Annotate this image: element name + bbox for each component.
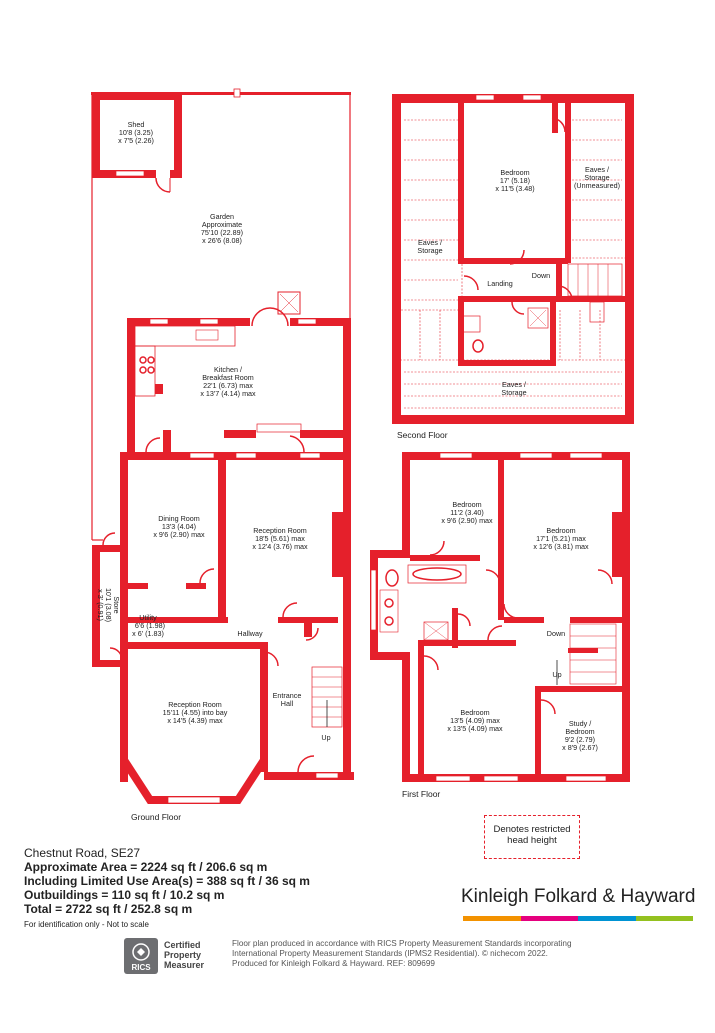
- kitchen-name: Kitchen /: [214, 365, 242, 374]
- ff-up-label: Up: [552, 670, 562, 679]
- sf-down-label: Down: [531, 271, 551, 280]
- reception1-dim2: x 12'4 (3.76) max: [252, 542, 308, 551]
- ff-study-name: Study /: [568, 719, 592, 728]
- ff-study-dim2: x 8'9 (2.67): [562, 743, 598, 752]
- sf-bedroom-dim2: x 11'5 (3.48): [495, 184, 535, 193]
- sf-eaves-left-name2: Storage: [417, 246, 443, 255]
- ff-bedroom2-dim1: 17'1 (5.21) max: [536, 534, 586, 543]
- shed-dim2: x 7'5 (2.26): [118, 136, 154, 145]
- second-floor-plan: [392, 94, 634, 440]
- garden-dim3: x 26'6 (8.08): [202, 236, 242, 245]
- limited-use-area: Including Limited Use Area(s) = 388 sq ft / 36 sq m: [24, 874, 310, 888]
- hallway-name: Hallway: [237, 629, 263, 638]
- total-area: Total = 2722 sq ft / 252.8 sq m: [24, 902, 193, 916]
- agent-bar-pink: [521, 916, 579, 921]
- ff-bedroom3-dim1: 13'5 (4.09) max: [450, 716, 500, 725]
- rics-line2: Property: [164, 950, 202, 960]
- kitchen-dim2: x 13'7 (4.14) max: [200, 389, 256, 398]
- sf-eaves-unmeasured-name3: (Unmeasured): [574, 181, 620, 190]
- garden-dim2: 75'10 (22.89): [200, 228, 244, 237]
- store-name: Store: [112, 596, 121, 614]
- outbuildings-area: Outbuildings = 110 sq ft / 10.2 sq m: [24, 888, 225, 902]
- first-floor-plan: [370, 452, 630, 799]
- ff-down-label: Down: [546, 629, 566, 638]
- shed-name: Shed: [127, 120, 145, 129]
- sf-eaves-unmeasured-name2: Storage: [584, 173, 610, 182]
- approximate-area: Approximate Area = 2224 sq ft / 206.6 sq m: [24, 860, 268, 874]
- agent-bar-green: [636, 916, 694, 921]
- dining-dim2: x 9'6 (2.90) max: [153, 530, 205, 539]
- kitchen-dim1: 22'1 (6.73) max: [203, 381, 253, 390]
- utility-dim2: x 6' (1.83): [132, 629, 164, 638]
- ff-bedroom1-name: Bedroom: [452, 500, 482, 509]
- sf-bedroom-dim1: 17' (5.18): [499, 176, 531, 185]
- rics-line1: Certified: [164, 940, 201, 950]
- ff-bedroom3-dim2: x 13'5 (4.09) max: [447, 724, 503, 733]
- property-address: Chestnut Road, SE27: [24, 846, 141, 860]
- ff-bedroom2-dim2: x 12'6 (3.81) max: [533, 542, 589, 551]
- rics-badge-text: RICS: [131, 963, 151, 972]
- reception2-dim1: 15'11 (4.55) into bay: [162, 708, 228, 717]
- ff-bedroom2-name: Bedroom: [546, 526, 576, 535]
- agent-logo: Kinleigh Folkard & Hayward: [461, 886, 696, 907]
- entrance-name2: Hall: [280, 699, 294, 708]
- garden-name: Garden: [210, 212, 234, 221]
- agent-color-bar: [463, 916, 693, 921]
- first-floor-title: First Floor: [402, 789, 441, 799]
- kitchen-name2: Breakfast Room: [202, 373, 254, 382]
- reception2-dim2: x 14'5 (4.39) max: [167, 716, 223, 725]
- sf-eaves-bottom-name: Eaves /: [502, 380, 526, 389]
- second-floor-title: Second Floor: [397, 430, 448, 440]
- rics-certified-text: [164, 940, 204, 970]
- area-summary: [24, 846, 310, 932]
- scale-note: For identification only - Not to scale: [24, 920, 149, 929]
- sf-eaves-left-name: Eaves /: [418, 238, 442, 247]
- reception1-name: Reception Room: [253, 526, 307, 535]
- utility-dim1: 6'6 (1.98): [134, 621, 166, 630]
- disclaimer-line2: International Property Measurement Standards (IPMS2 Residential). © nichecom 2022.: [232, 949, 548, 958]
- disclaimer-line1: Floor plan produced in accordance with RICS Property Measurement Standards incorporating: [232, 939, 572, 948]
- sf-landing-name: Landing: [487, 279, 513, 288]
- ground-floor-plan: [91, 89, 354, 822]
- reception2-name: Reception Room: [168, 700, 222, 709]
- entrance-name: Entrance: [272, 691, 302, 700]
- ff-bedroom3-name: Bedroom: [460, 708, 490, 717]
- ground-up-label: Up: [321, 733, 331, 742]
- agent-bar-blue: [578, 916, 636, 921]
- shed-dim1: 10'8 (3.25): [118, 128, 154, 137]
- reception1-dim1: 18'5 (5.61) max: [255, 534, 305, 543]
- ff-bedroom1-dim2: x 9'6 (2.90) max: [441, 516, 493, 525]
- store-dim2: x 3' (0.91): [96, 589, 105, 621]
- agent-bar-orange: [463, 916, 521, 921]
- disclaimer-line3: Produced for Kinleigh Folkard & Hayward. REF: 809699: [232, 959, 435, 968]
- rics-certified-badge: [124, 938, 224, 974]
- sf-eaves-bottom-name2: Storage: [501, 388, 527, 397]
- ground-floor-title: Ground Floor: [131, 812, 182, 822]
- restricted-height-legend: [484, 815, 580, 859]
- utility-name: Utility: [139, 613, 157, 622]
- ff-bedroom1-dim1: 11'2 (3.40): [450, 508, 484, 517]
- sf-bedroom-name: Bedroom: [500, 168, 530, 177]
- dining-name: Dining Room: [158, 514, 200, 523]
- legend-line1: Denotes restricted: [493, 824, 571, 835]
- store-dim1: 10'1 (3.08): [104, 587, 113, 623]
- rics-line3: Measurer: [164, 960, 205, 970]
- ff-study-name2: Bedroom: [565, 727, 595, 736]
- legend-line2: head height: [507, 835, 557, 846]
- sf-eaves-unmeasured-name: Eaves /: [585, 165, 609, 174]
- garden-dim1: Approximate: [201, 220, 243, 229]
- ff-study-dim1: 9'2 (2.79): [564, 735, 596, 744]
- store-label: [96, 588, 121, 622]
- rics-logo-icon: [124, 938, 158, 974]
- dining-dim1: 13'3 (4.04): [161, 522, 197, 531]
- measurement-disclaimer: [232, 939, 612, 969]
